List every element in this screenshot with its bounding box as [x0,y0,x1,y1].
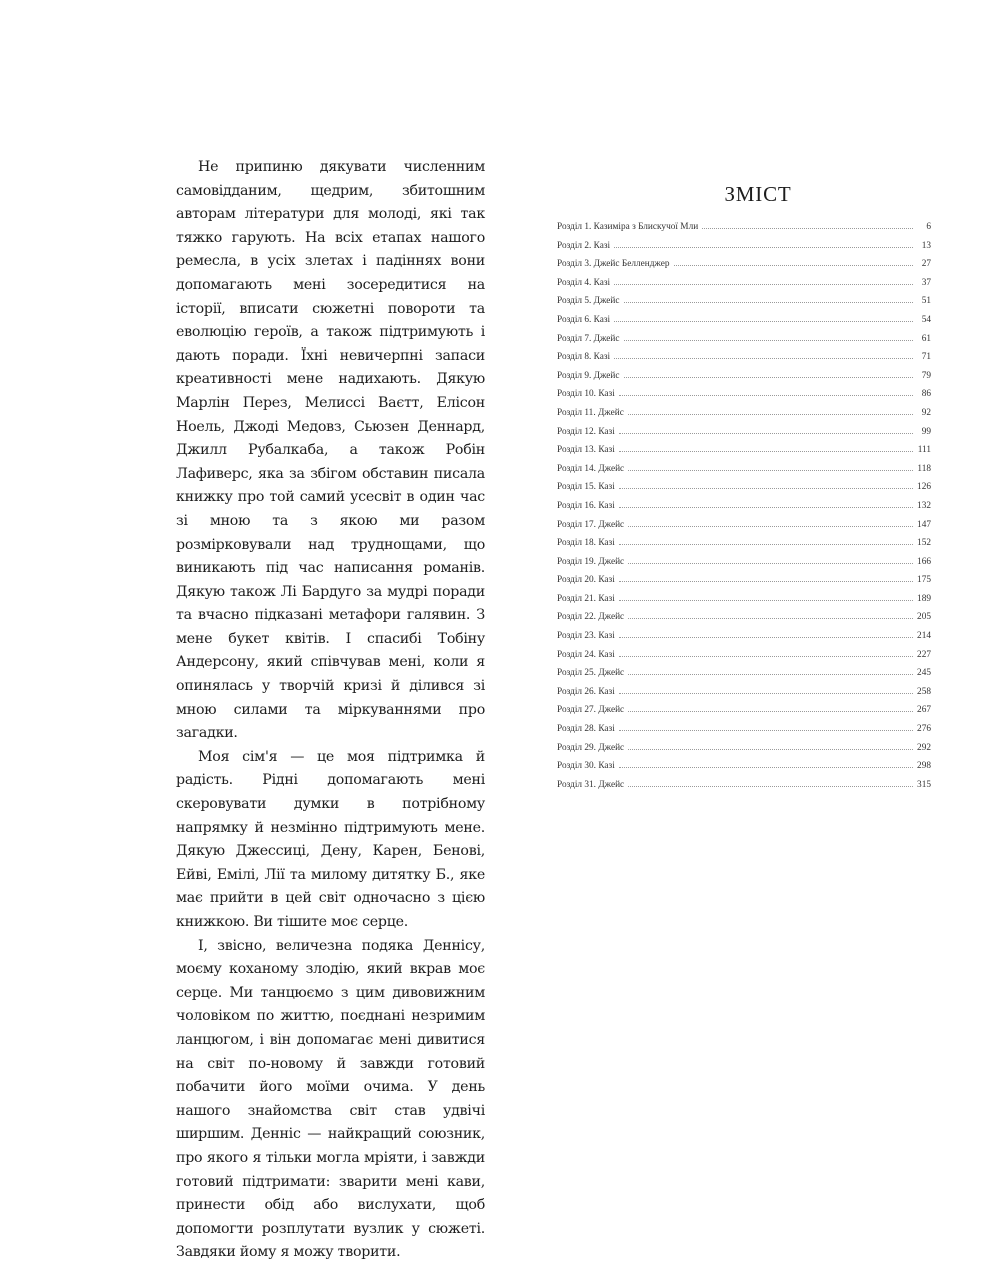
toc-entry-page: 227 [917,649,931,660]
toc-entry-label: Розділ 6. Казі [557,314,611,325]
toc-entry[interactable] [557,704,931,723]
toc-entry[interactable] [557,314,931,333]
toc-entry[interactable] [557,463,931,482]
toc-entry[interactable] [557,667,931,686]
toc-entry[interactable] [557,258,931,277]
toc-entry-page: 205 [917,612,931,623]
toc-entry-page: 51 [921,296,931,307]
dot-leader [619,481,913,489]
toc-entry-page: 245 [917,668,931,679]
toc-entry-page: 166 [917,556,931,567]
toc-entry-page: 99 [921,426,931,437]
toc-entry[interactable] [557,742,931,761]
paragraph: І, звісно, величезна подяка Деннісу, моєму коханому злодію, який вкрав моє серце. Ми танцюємо з цим дивовижним чоловіком по життю, поєднані незримим ланцюгом, і він допомагає мені дивитися на світ по-новому й завжди готовий побачити його моїми очима. У день нашого знайомства світ став удвічі ширшим. Денніс — найкращий союзник, про якого я тільки могла мріяти, і завжди готовий підтримати: зварити мені кави, принести обід або вислухати, щоб допомогти розплутати вузлик у сюжеті. Завдяки йому я можу творити. [176,937,485,1261]
toc-entry-label: Розділ 26. Казі [557,686,615,697]
toc-entry[interactable] [557,426,931,445]
toc-entry-page: 61 [921,333,931,344]
dot-leader [628,611,913,619]
toc-entry-page: 79 [921,370,931,381]
toc-entry-label: Розділ 30. Казі [557,761,615,772]
dot-leader [674,258,913,266]
toc-entry-page: 37 [921,277,931,288]
toc-entry[interactable] [557,370,931,389]
toc-entry-page: 189 [917,593,931,604]
dot-leader [619,574,913,582]
toc-entry-label: Розділ 4. Казі [557,277,611,288]
dot-leader [619,444,913,452]
toc-entry[interactable] [557,295,931,314]
toc-entry-label: Розділ 18. Казі [557,538,615,549]
toc-entry-page: 276 [917,724,931,735]
toc-entry-label: Розділ 15. Казі [557,482,615,493]
toc-entry[interactable] [557,649,931,668]
toc-entry-label: Розділ 14. Джейс [557,463,625,474]
toc-entry-page: 86 [921,389,931,400]
toc-entry-page: 267 [917,705,931,716]
toc-entry-label: Розділ 16. Казі [557,500,615,511]
toc-entry[interactable] [557,240,931,259]
toc-entry-label: Розділ 31. Джейс [557,779,625,790]
toc-entry-label: Розділ 1. Казиміра з Блискучої Мли [557,222,699,232]
toc-entry-label: Розділ 5. Джейс [557,296,620,307]
dot-leader [628,407,913,415]
toc-entry-page: 175 [917,575,931,586]
toc-entry[interactable] [557,574,931,593]
dot-leader [628,704,913,712]
toc-entry[interactable] [557,723,931,742]
toc-entry-page: 292 [917,742,931,753]
table-of-contents [557,182,931,797]
dot-leader [624,295,913,303]
toc-entry-page: 118 [917,463,931,474]
toc-entry-label: Розділ 13. Казі [557,445,615,456]
toc-entry[interactable] [557,388,931,407]
toc-entry-label: Розділ 19. Джейс [557,556,625,567]
toc-entry[interactable] [557,630,931,649]
toc-entry-label: Розділ 21. Казі [557,593,615,604]
toc-entry[interactable] [557,593,931,612]
toc-entry[interactable] [557,333,931,352]
dot-leader [619,500,913,508]
toc-entry-label: Розділ 29. Джейс [557,742,625,753]
toc-entry-page: 71 [921,352,931,363]
toc-entry[interactable] [557,519,931,538]
dot-leader [624,370,913,378]
toc-entry[interactable] [557,686,931,705]
dot-leader [619,426,913,434]
toc-entry[interactable] [557,760,931,779]
acknowledgements-page [176,156,485,1265]
toc-entry-page: 152 [917,538,931,549]
toc-entry-page: 132 [917,500,931,511]
dot-leader [628,556,913,564]
toc-entry-page: 214 [917,631,931,642]
dot-leader [628,463,913,471]
toc-entry-page: 315 [917,779,931,790]
toc-entry-label: Розділ 17. Джейс [557,519,625,530]
dot-leader [614,351,913,359]
dot-leader [614,240,913,248]
toc-entry-label: Розділ 2. Казі [557,240,611,251]
toc-entry-label: Розділ 11. Джейс [557,407,624,418]
toc-entry[interactable] [557,351,931,370]
toc-entry[interactable] [557,611,931,630]
toc-entry[interactable] [557,556,931,575]
dot-leader [628,667,913,675]
dot-leader [624,333,913,341]
dot-leader [619,388,913,396]
toc-list [557,221,931,797]
toc-entry-label: Розділ 22. Джейс [557,612,625,623]
toc-entry-label: Розділ 28. Казі [557,724,615,735]
dot-leader [628,779,913,787]
toc-entry[interactable] [557,407,931,426]
toc-entry-label: Розділ 12. Казі [557,426,615,437]
toc-entry-label: Розділ 24. Казі [557,649,615,660]
toc-entry-label: Розділ 10. Казі [557,389,615,400]
paragraph: Моя сім'я — це моя підтримка й радість. Рідні допомагають мені скеровувати думки в потрібному напрямку й незмінно підтримують мене. Дякую Джессиці, Дену, Карен, Бенові, Ейві, Емілі, Лії та милому дитятку Б., яке має прийти в цей світ одночасно з цією книжкою. Ви тішите моє серце. [176,748,485,930]
toc-entry[interactable] [557,500,931,519]
toc-entry[interactable] [557,444,931,463]
toc-entry-page: 27 [921,259,931,270]
dot-leader [619,760,913,768]
dot-leader [619,649,913,657]
toc-entry-page: 126 [917,482,931,493]
toc-entry[interactable] [557,277,931,296]
toc-entry[interactable] [557,779,931,798]
dot-leader [614,314,913,322]
toc-entry-label: Розділ 7. Джейс [557,333,620,344]
dot-leader [628,519,913,527]
toc-entry-page: 6 [926,222,931,232]
toc-entry[interactable] [557,481,931,500]
paragraph: Не припиню дякувати численним самовідданим, щедрим, збитошним авторам літератури для молоді, які так тяжко гарують. На всіх етапах нашого ремесла, в усіх злетах і падіннях вони допомагають мені зосередитися на історії, вписати сюжетні повороти та еволюцію героїв, а також підтримують і дають поради. Їхні невичерпні запаси креативності мене надихають. Дякую Марлін Перез, Мелиссі Ваєтт, Елісон Ноель, Джоді Медовз, Сьюзен Деннард, Джилл Рубалкаба, а також Робін Лафиверс, яка за збігом обставин писала книжку про той самий усесвіт в один час зі мною та з якою ми разом розмірковували над труднощами, що виникають під час написання романів. Дякую також Лі Бардуго за мудрі поради та вчасно підказані метафори галявин. З мене букет квітів. І спасибі Тобіну Андерсону, який співчував мені, коли я опинялась у творчій кризі й ділився зі мною силами та міркуваннями про загадки. [176,159,485,742]
toc-title: ЗМІСТ [724,182,792,206]
toc-entry-label: Розділ 3. Джейс Белленджер [557,259,670,270]
toc-entry[interactable] [557,221,931,240]
toc-entry-label: Розділ 23. Казі [557,631,615,642]
toc-entry-page: 111 [917,445,931,456]
dot-leader [619,723,913,731]
dot-leader [619,686,913,694]
toc-entry-label: Розділ 27. Джейс [557,705,625,716]
toc-entry-page: 54 [921,314,931,325]
toc-entry-page: 13 [921,240,931,251]
toc-entry-label: Розділ 25. Джейс [557,668,625,679]
dot-leader [619,537,913,545]
toc-entry-label: Розділ 20. Казі [557,575,615,586]
dot-leader [628,742,913,750]
toc-entry-label: Розділ 9. Джейс [557,370,620,381]
toc-entry-page: 298 [917,761,931,772]
dot-leader [614,277,913,285]
toc-entry[interactable] [557,537,931,556]
toc-entry-label: Розділ 8. Казі [557,352,611,363]
dot-leader [619,593,913,601]
toc-entry-page: 92 [921,407,931,418]
dot-leader [702,221,913,229]
dot-leader [619,630,913,638]
toc-entry-page: 258 [917,686,931,697]
toc-entry-page: 147 [917,519,931,530]
